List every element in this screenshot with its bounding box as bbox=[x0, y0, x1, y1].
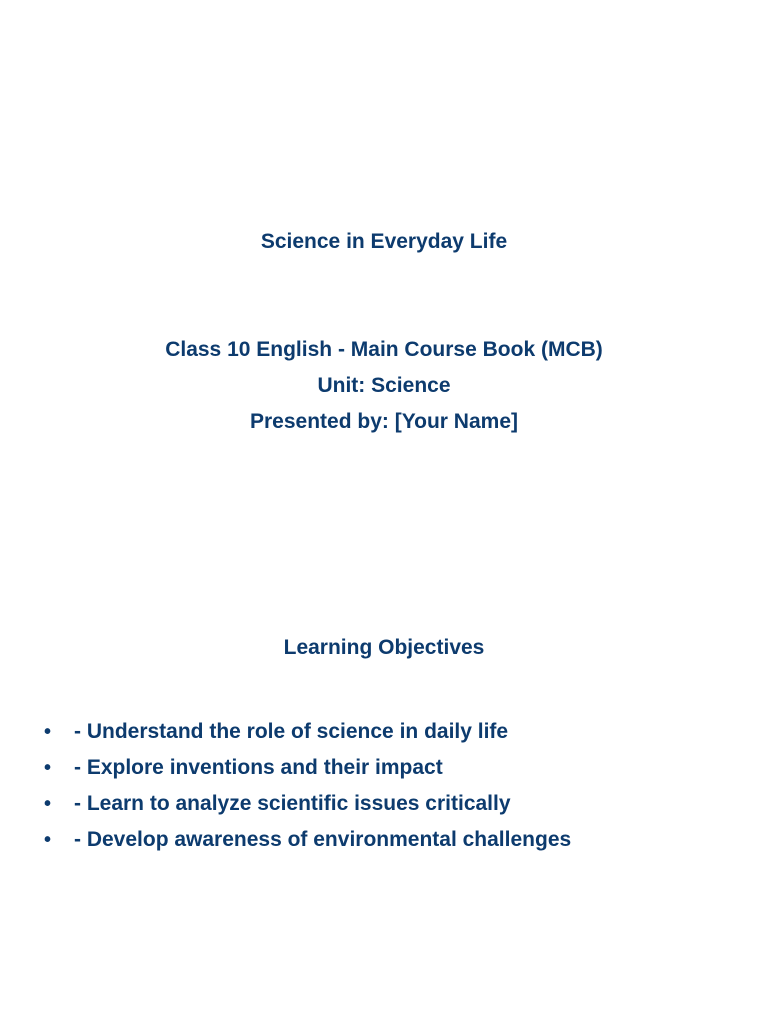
list-item-text: - Learn to analyze scientific issues critically bbox=[74, 792, 511, 815]
list-item-text: - Explore inventions and their impact bbox=[74, 756, 443, 779]
subtitle-line-course: Class 10 English - Main Course Book (MCB) bbox=[165, 338, 603, 361]
list-item bbox=[44, 714, 744, 750]
list-item-text: - Develop awareness of environmental challenges bbox=[74, 828, 572, 851]
list-item bbox=[44, 750, 744, 786]
bullet-icon: • bbox=[44, 721, 52, 743]
bullet-icon: • bbox=[44, 829, 52, 851]
objectives-list bbox=[44, 714, 744, 858]
list-item-text: - Understand the role of science in daily life bbox=[74, 720, 509, 743]
bullet-icon: • bbox=[44, 793, 52, 815]
list-item bbox=[44, 822, 744, 858]
slide-title: Science in Everyday Life bbox=[260, 230, 508, 253]
subtitle-line-presenter: Presented by: [Your Name] bbox=[249, 410, 518, 433]
objectives-title: Learning Objectives bbox=[283, 636, 485, 659]
slide-subtitle bbox=[0, 332, 768, 440]
subtitle-line-unit: Unit: Science bbox=[317, 374, 451, 397]
objectives-slide bbox=[0, 512, 768, 1024]
bullet-icon: • bbox=[44, 757, 52, 779]
list-item bbox=[44, 786, 744, 822]
